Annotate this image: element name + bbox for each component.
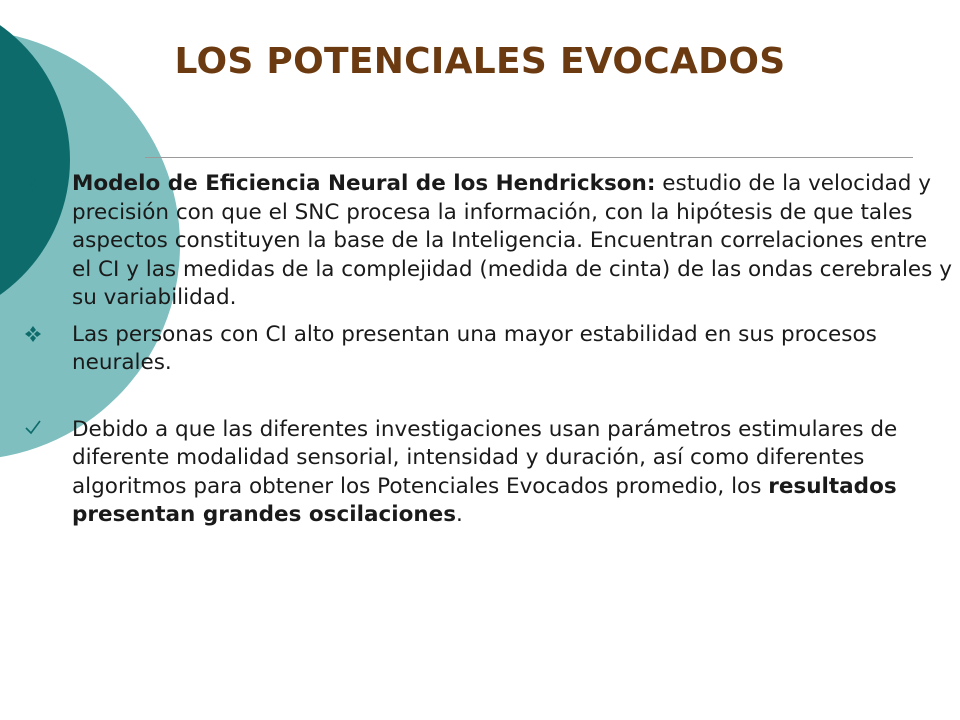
checkmark-icon	[24, 418, 42, 436]
bullet-item-ci-alto	[22, 321, 952, 378]
title-divider	[145, 157, 913, 158]
item-tail: .	[456, 502, 463, 527]
item-text: Debido a que las diferentes investigaciones usan parámetros estimulares de diferente modalidad sensorial, intensidad y duración, así como diferentes algoritmos para obtener los Potenciales Evocados promedio, los	[72, 416, 898, 499]
diamond-bullet-icon	[24, 325, 42, 343]
item-emphasis: resultados presentan grandes oscilaciones	[72, 473, 897, 527]
check-item-resultados	[22, 416, 952, 530]
slide-title: LOS POTENCIALES EVOCADOS	[174, 41, 786, 82]
slide-body	[22, 170, 952, 530]
diamond-bullet-icon	[24, 174, 42, 192]
item-text: estudio de la velocidad y precisión con que el SNC procesa la información, con la hipótesis de que tales aspectos constituyen la base de la Inteligencia. Encuentran correlaciones entre el CI y las medidas de la complejidad (medida de cinta) de las ondas cerebrales y su variabilidad.	[72, 171, 952, 310]
bullet-item-hendrickson	[22, 170, 952, 313]
item-text: Las personas con CI alto presentan una mayor estabilidad en sus procesos neurales.	[72, 321, 877, 375]
item-lead: Modelo de Eficiencia Neural de los Hendrickson:	[72, 171, 656, 196]
